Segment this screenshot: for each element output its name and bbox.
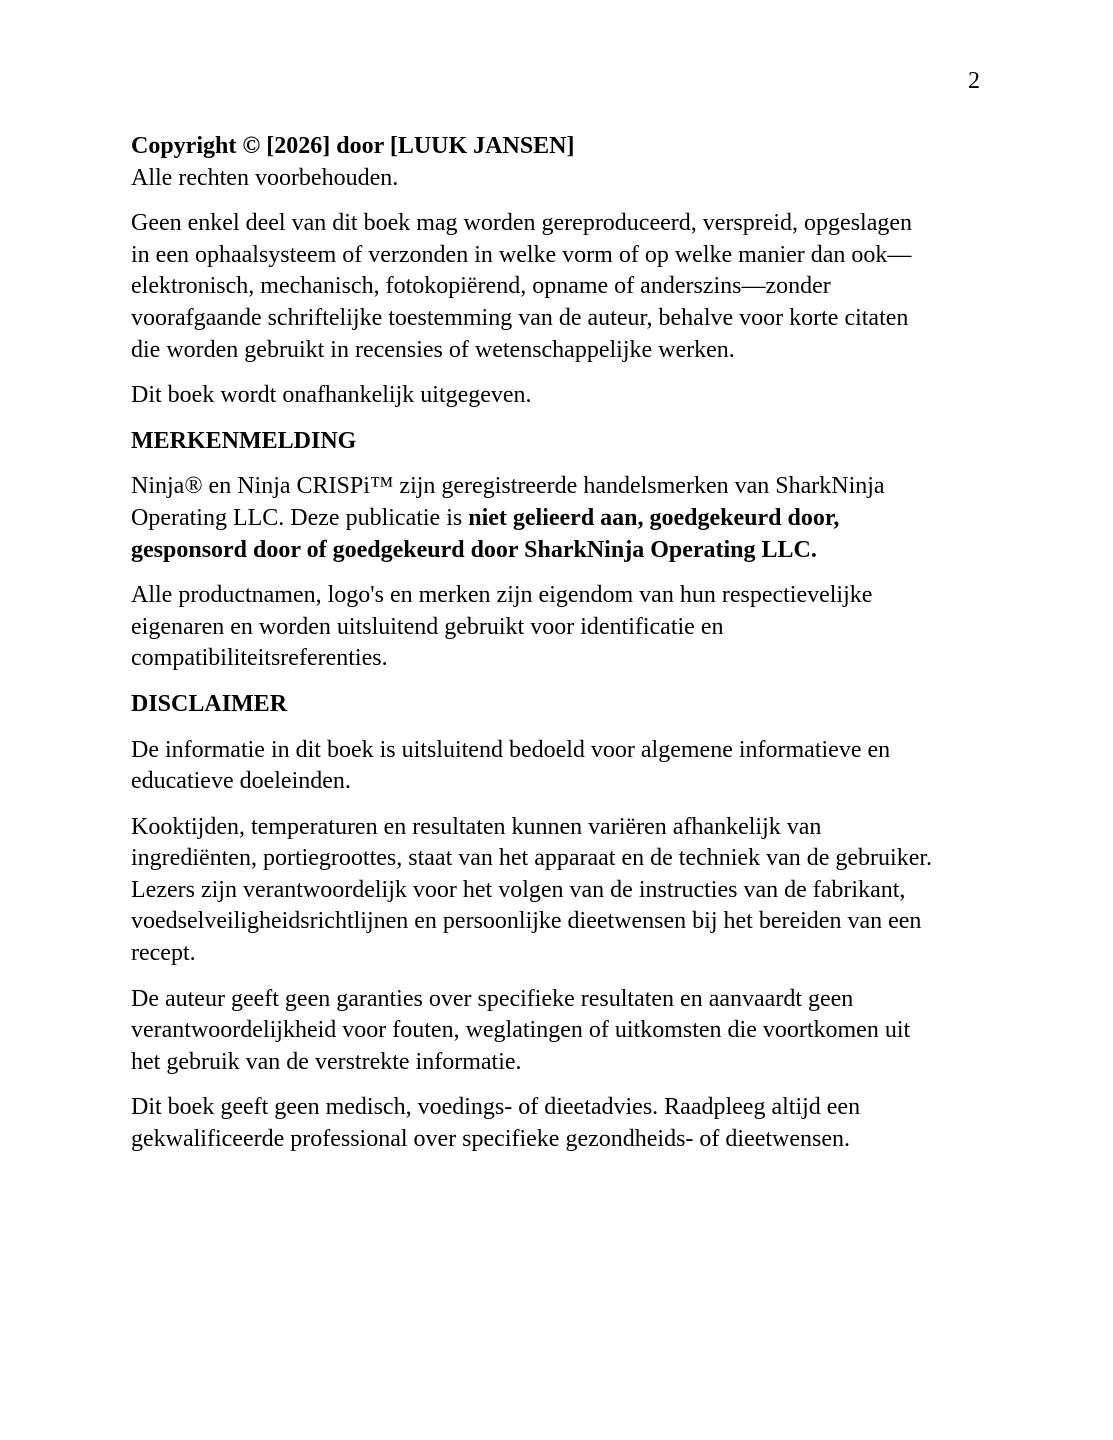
reproduction-line: voorafgaande schriftelijke toestemming van de auteur, behalve voor korte citaten — [131, 304, 909, 331]
product-names-paragraph — [131, 580, 991, 675]
cooking-line: ingrediënten, portiegroottes, staat van het apparaat en de techniek van de gebruiker. — [131, 845, 933, 872]
rights-reserved: Alle rechten voorbehouden. — [131, 164, 399, 191]
page-content — [131, 131, 991, 1170]
advice-line: gekwalificeerde professional over specifieke gezondheids- of dieetwensen. — [131, 1126, 851, 1153]
liability-line: het gebruik van de verstrekte informatie. — [131, 1048, 522, 1075]
advice-line: Dit boek geeft geen medisch, voedings- of dieetadvies. Raadpleeg altijd een — [131, 1094, 861, 1121]
reproduction-line: elektronisch, mechanisch, fotokopiërend, opname of anderszins—zonder — [131, 273, 831, 300]
publication-paragraph: Dit boek wordt onafhankelijk uitgegeven. — [131, 382, 532, 409]
cooking-line: Kooktijden, temperaturen en resultaten kunnen variëren afhankelijk van — [131, 813, 822, 840]
reproduction-line: in een ophaalsysteem of verzonden in welke vorm of op welke manier dan ook— — [131, 241, 912, 268]
info-line: De informatie in dit boek is uitsluitend bedoeld voor algemene informatieve en — [131, 736, 891, 763]
liability-line: verantwoordelijkheid voor fouten, weglatingen of uitkomsten die voortkomen uit — [131, 1017, 911, 1044]
copyright-block — [131, 131, 991, 194]
advice-paragraph — [131, 1092, 991, 1155]
copyright-line: Copyright © [2026] door [LUUK JANSEN] — [131, 133, 575, 159]
reproduction-paragraph — [131, 208, 991, 366]
product-names-line: Alle productnamen, logo's en merken zijn eigendom van hun respectievelijke — [131, 582, 873, 609]
liability-line: De auteur geeft geen garanties over specifieke resultaten en aanvaardt geen — [131, 985, 854, 1012]
reproduction-line: die worden gebruikt in recensies of wetenschappelijke werken. — [131, 336, 735, 363]
cooking-line: voedselveiligheidsrichtlijnen en persoonlijke dieetwensen bij het bereiden van een — [131, 908, 922, 935]
reproduction-line: Geen enkel deel van dit boek mag worden gereproduceerd, verspreid, opgeslagen — [131, 210, 913, 237]
cooking-paragraph — [131, 812, 991, 970]
trademark-line: Ninja® en Ninja CRISPi™ zijn geregistreerde handelsmerken van SharkNinja — [131, 473, 885, 500]
trademark-text: Operating LLC. Deze publicatie is — [131, 504, 469, 531]
trademark-emphasis: niet gelieerd aan, goedgekeurd door, — [468, 504, 840, 531]
cooking-line: Lezers zijn verantwoordelijk voor het volgen van de instructies van de fabrikant, — [131, 876, 906, 903]
cooking-line: recept. — [131, 940, 196, 967]
disclaimer-heading: DISCLAIMER — [131, 690, 288, 717]
product-names-line: compatibiliteitsreferenties. — [131, 645, 388, 672]
trademark-heading: MERKENMELDING — [131, 427, 357, 454]
product-names-line: eigenaren en worden uitsluitend gebruikt voor identificatie en — [131, 613, 724, 640]
trademark-emphasis-line: gesponsord door of goedgekeurd door SharkNinja Operating LLC. — [131, 536, 817, 563]
trademark-line — [131, 503, 991, 535]
info-paragraph — [131, 735, 991, 798]
trademark-paragraph — [131, 471, 991, 566]
liability-paragraph — [131, 984, 991, 1079]
info-line: educatieve doeleinden. — [131, 768, 351, 795]
page-number: 2 — [968, 68, 980, 94]
